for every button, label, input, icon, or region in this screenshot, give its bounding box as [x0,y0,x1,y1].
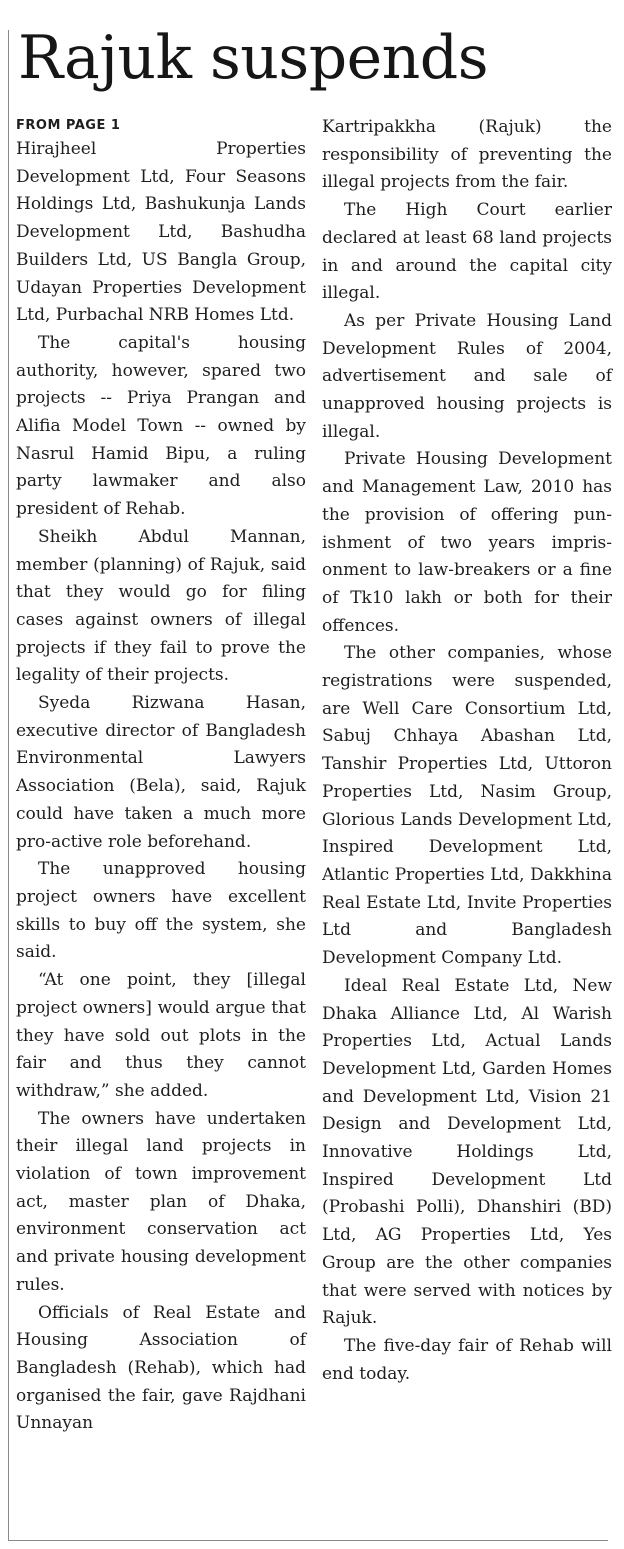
paragraph: The High Court earlier declared at least 68 land projects in and around the capital city illegal. [322,200,612,304]
paragraph: Ideal Real Estate Ltd, New Dhaka Alliance Ltd, Al Warish Properties Ltd, Actual Lands Development Ltd, Garden Homes and Development Ltd, Vision 21 Design and Development Ltd, Innovative Holdings Ltd, Inspired Development Ltd (Probashi Polli), Dhanshiri (BD) Ltd, AG Properties Ltd, Yes Group are the other companies that were served with notices by Rajuk. [322,975,612,1329]
paragraph: Syeda Rizwana Hasan, executive director of Bangladesh Environmental Lawyers Association (Bela), said, Rajuk could have taken a much more pro-active role beforehand. [16,693,306,852]
headline: Rajuk suspends [18,23,488,93]
paragraph: “At one point, they [illegal project owners] would argue that they have sold out plots in the fair and thus they cannot withdraw,” she added. [16,970,306,1101]
byline: FROM PAGE 1 [16,118,121,133]
paragraph: The five-day fair of Rehab will end today. [322,1335,612,1384]
paragraph: Sheikh Abdul Mannan, member (planning) of Rajuk, said that they would go for filing cases against owners of illegal projects if they fail to prove the legality of their projects. [16,526,306,686]
paragraph: Private Housing Development and Management Law, 2010 has the provision of offering punishment of two years imprisonment to law-breakers or a fine of Tk10 lakh or both for their offences. [322,449,612,636]
paragraph: Officials of Real Estate and Housing Association of Bangladesh (Rehab), which had organised the fair, gave Rajdhani Unnayan [16,1302,306,1434]
paragraph: As per Private Housing Land Development Rules of 2004, advertisement and sale of unapproved housing projects is illegal. [322,310,612,442]
paragraph: The unapproved housing project owners have excellent skills to buy off the system, she said. [16,859,306,963]
column-rule-left [8,30,9,1540]
paragraph: The capital's housing authority, however, spared two projects -- Priya Prangan and Alifia Model Town -- owned by Nasrul Hamid Bipu, a ruling party lawmaker and also president of Rehab. [16,332,306,520]
paragraph: Kartripakkha (Rajuk) the responsibility of preventing the illegal projects from the fair. [322,117,612,193]
paragraph: The owners have undertaken their illegal land projects in violation of town improvement act, master plan of Dhaka, environment conservation act and private housing development rules. [16,1108,306,1295]
article-column-left [16,116,306,1438]
column-rule-bottom [8,1540,608,1541]
paragraph: Hirajheel Properties Development Ltd, Four Seasons Holdings Ltd, Bashukunja Lands Development Ltd, Bashudha Builders Ltd, US Bangla Group, Udayan Properties Development Ltd, Purbachal NRB Homes Ltd. [16,139,306,326]
paragraph: The other companies, whose registrations were suspended, are Well Care Consortium Ltd, Sabuj Chhaya Abashan Ltd, Tanshir Properties Ltd, Uttoron Properties Ltd, Nasim Group, Glorious Lands Development Ltd, Inspired Development Ltd, Atlantic Properties Ltd, Dakkhina Real Estate Ltd, Invite Properties Ltd and Bangladesh Development Company Ltd. [322,643,612,969]
article-column-right [322,114,612,1388]
